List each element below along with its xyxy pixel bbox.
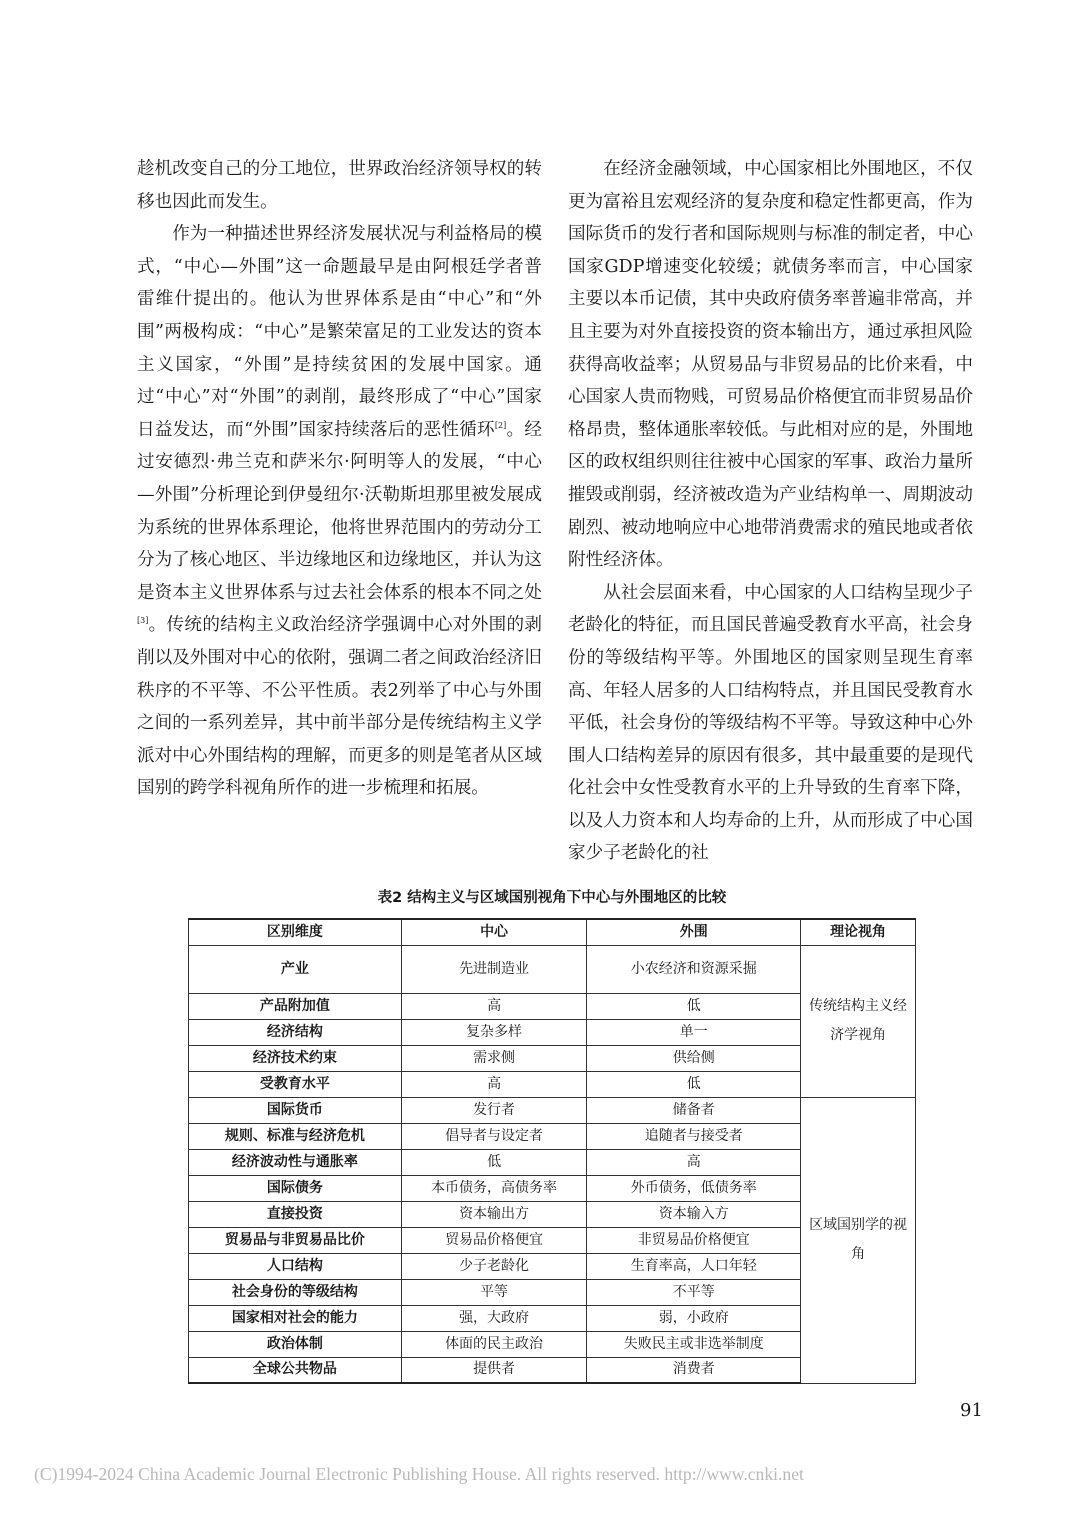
header-periphery: 外围 [587, 919, 801, 945]
copyright-footer: (C)1994-2024 China Academic Journal Electronic Publishing House. All rights reserved. http://www.cnki.net [34, 1464, 804, 1484]
row-dimension: 产品附加值 [189, 993, 402, 1019]
right-column [568, 153, 973, 870]
row-dimension: 经济波动性与通胀率 [189, 1149, 402, 1175]
perspective-traditional: 传统结构主义经济学视角 [801, 945, 916, 1097]
row-periphery-value: 弱，小政府 [587, 1305, 801, 1331]
row-center-value: 贸易品价格便宜 [401, 1227, 587, 1253]
row-dimension: 国家相对社会的能力 [189, 1305, 402, 1331]
table-caption: 表2 结构主义与区域国别视角下中心与外围地区的比较 [377, 890, 727, 906]
left-paragraph-2-part-b: 。经过安德烈·弗兰克和萨米尔·阿明等人的发展，“中心—外围”分析理论到伊曼纽尔·沃勒斯坦那里被发展成为系统的世界体系理论，他将世界范围内的劳动分工分为了核心地区、半边缘地区和边缘地区，并认为这是资本主义世界体系与过去社会体系的根本不同之处 [137, 419, 542, 603]
header-perspective: 理论视角 [801, 919, 916, 945]
row-periphery-value: 低 [587, 993, 801, 1019]
row-periphery-value: 不平等 [587, 1279, 801, 1305]
row-periphery-value: 供给侧 [587, 1045, 801, 1071]
row-center-value: 低 [401, 1149, 587, 1175]
row-center-value: 倡导者与设定者 [401, 1123, 587, 1149]
row-dimension: 规则、标准与经济危机 [189, 1123, 402, 1149]
row-periphery-value: 消费者 [587, 1357, 801, 1383]
left-paragraph-2-part-a: 作为一种描述世界经济发展状况与利益格局的模式，“中心—外围”这一命题最早是由阿根廷学者普雷维什提出的。他认为世界体系是由“中心”和“外围”两极构成：“中心”是繁荣富足的工业发达的资本主义国家，“外围”是持续贫困的发展中国家。通过“中心”对“外围”的剥削，最终形成了“中心”国家日益发达，而“外围”国家持续落后的恶性循环 [137, 224, 542, 440]
row-dimension: 政治体制 [189, 1331, 402, 1357]
header-dimension: 区别维度 [189, 919, 402, 945]
row-center-value: 高 [401, 1071, 587, 1097]
row-dimension: 贸易品与非贸易品比价 [189, 1227, 402, 1253]
row-dimension: 人口结构 [189, 1253, 402, 1279]
perspective-area-studies: 区域国别学的视角 [801, 1097, 916, 1383]
row-center-value: 少子老龄化 [401, 1253, 587, 1279]
row-center-value: 先进制造业 [401, 945, 587, 993]
header-center: 中心 [401, 919, 587, 945]
row-center-value: 复杂多样 [401, 1019, 587, 1045]
row-center-value: 发行者 [401, 1097, 587, 1123]
table-row [189, 1097, 916, 1123]
left-column [137, 153, 542, 805]
right-paragraph-2: 从社会层面来看，中心国家的人口结构呈现少子老龄化的特征，而且国民普遍受教育水平高，社会身份的等级结构平等。外围地区的国家则呈现生育率高、年轻人居多的人口结构特点，并且国民受教育水平低，社会身份的等级结构不平等。导致这种中心外围人口结构差异的原因有很多，其中最重要的是现代化社会中女性受教育水平的上升导致的生育率下降，以及人力资本和人均寿命的上升，从而形成了中心国家少子老龄化的社 [568, 582, 973, 864]
row-dimension: 经济技术约束 [189, 1045, 402, 1071]
table-header-row [189, 919, 916, 945]
row-center-value: 高 [401, 993, 587, 1019]
row-periphery-value: 失败民主或非选举制度 [587, 1331, 801, 1357]
row-dimension: 产业 [189, 945, 402, 993]
row-periphery-value: 储备者 [587, 1097, 801, 1123]
right-paragraph-1: 在经济金融领域，中心国家相比外围地区，不仅更为富裕且宏观经济的复杂度和稳定性都更高，作为国际货币的发行者和国际规则与标准的制定者，中心国家GDP增速变化较缓；就债务率而言，中心国家主要以本币记债，其中央政府债务率普遍非常高，并且主要为对外直接投资的资本输出方，通过承担风险获得高收益率；从贸易品与非贸易品的比价来看，中心国家人贵而物贱，可贸易品价格便宜而非贸易品价格昂贵，整体通胀率较低。与此相对应的是，外围地区的政权组织则往往被中心国家的军事、政治力量所摧毁或削弱，经济被改造为产业结构单一、周期波动剧烈、被动地响应中心地带消费需求的殖民地或者依附性经济体。 [568, 159, 973, 571]
left-paragraph-2-part-c: 。传统的结构主义政治经济学强调中心对外围的剥削以及外围对中心的依附，强调二者之间政治经济旧秩序的不平等、不公平性质。表2列举了中心与外围之间的一系列差异，其中前半部分是传统结构主义学派对中心外围结构的理解，而更多的则是笔者从区域国别的跨学科视角所作的进一步梳理和拓展。 [137, 615, 542, 799]
row-periphery-value: 高 [587, 1149, 801, 1175]
row-center-value: 需求侧 [401, 1045, 587, 1071]
row-dimension: 国际货币 [189, 1097, 402, 1123]
row-periphery-value: 追随者与接受者 [587, 1123, 801, 1149]
row-periphery-value: 非贸易品价格便宜 [587, 1227, 801, 1253]
row-dimension: 社会身份的等级结构 [189, 1279, 402, 1305]
row-center-value: 本币债务，高债务率 [401, 1175, 587, 1201]
comparison-table [188, 918, 916, 1384]
left-paragraph-2 [137, 218, 542, 805]
row-center-value: 资本输出方 [401, 1201, 587, 1227]
row-center-value: 提供者 [401, 1357, 587, 1383]
table-row [189, 945, 916, 993]
row-periphery-value: 生育率高，人口年轻 [587, 1253, 801, 1279]
left-paragraph-1: 趁机改变自己的分工地位，世界政治经济领导权的转移也因此而发生。 [137, 159, 542, 212]
row-periphery-value: 小农经济和资源采掘 [587, 945, 801, 993]
page-number: 91 [960, 1400, 983, 1421]
row-dimension: 直接投资 [189, 1201, 402, 1227]
row-center-value: 强，大政府 [401, 1305, 587, 1331]
row-periphery-value: 单一 [587, 1019, 801, 1045]
citation-2[interactable]: [2] [494, 420, 507, 430]
row-dimension: 国际债务 [189, 1175, 402, 1201]
row-dimension: 全球公共物品 [189, 1357, 402, 1383]
row-center-value: 平等 [401, 1279, 587, 1305]
row-dimension: 经济结构 [189, 1019, 402, 1045]
row-center-value: 体面的民主政治 [401, 1331, 587, 1357]
row-dimension: 受教育水平 [189, 1071, 402, 1097]
citation-3[interactable]: [3] [137, 616, 149, 626]
row-periphery-value: 资本输入方 [587, 1201, 801, 1227]
row-periphery-value: 低 [587, 1071, 801, 1097]
row-periphery-value: 外币债务，低债务率 [587, 1175, 801, 1201]
